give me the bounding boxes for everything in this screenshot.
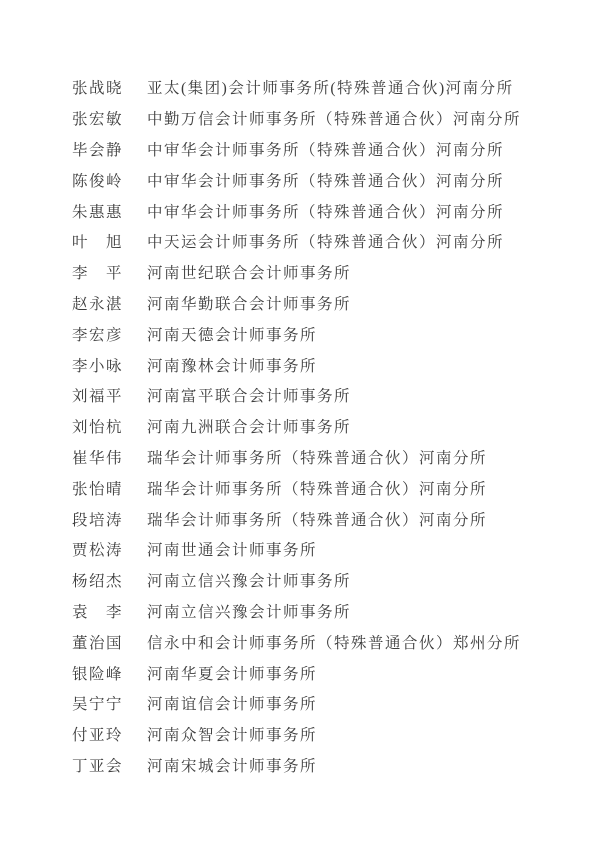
firm-name: 瑞华会计师事务所（特殊普通合伙）河南分所 bbox=[147, 480, 488, 498]
table-row bbox=[72, 134, 584, 165]
firm-name: 信永中和会计师事务所（特殊普通合伙）郑州分所 bbox=[147, 634, 522, 652]
person-name: 丁亚会 bbox=[72, 757, 124, 775]
person-name: 银险峰 bbox=[72, 665, 124, 683]
firm-name: 中审华会计师事务所（特殊普通合伙）河南分所 bbox=[147, 172, 505, 190]
person-name: 崔华伟 bbox=[72, 449, 124, 467]
person-name: 张战晓 bbox=[72, 80, 124, 98]
table-row bbox=[72, 534, 584, 565]
table-row bbox=[72, 349, 584, 380]
table-row bbox=[72, 164, 584, 195]
person-name: 毕会静 bbox=[72, 141, 124, 159]
table-row bbox=[72, 719, 584, 750]
person-name: 付亚玲 bbox=[72, 727, 124, 745]
table-row bbox=[72, 288, 584, 319]
firm-name: 河南世通会计师事务所 bbox=[147, 542, 318, 560]
table-row bbox=[72, 442, 584, 473]
member-firm-list bbox=[72, 72, 584, 780]
table-row bbox=[72, 226, 584, 257]
table-row bbox=[72, 318, 584, 349]
firm-name: 中勤万信会计师事务所（特殊普通合伙）河南分所 bbox=[147, 111, 522, 129]
person-name: 董治国 bbox=[72, 634, 124, 652]
person-name: 刘福平 bbox=[72, 388, 124, 406]
table-row bbox=[72, 596, 584, 627]
table-row bbox=[72, 72, 584, 103]
firm-name: 中审华会计师事务所（特殊普通合伙）河南分所 bbox=[147, 203, 505, 221]
person-name: 赵永湛 bbox=[72, 295, 124, 313]
firm-name: 河南富平联合会计师事务所 bbox=[147, 388, 352, 406]
table-row bbox=[72, 503, 584, 534]
table-row bbox=[72, 657, 584, 688]
person-name: 陈俊岭 bbox=[72, 172, 124, 190]
person-name: 李 平 bbox=[72, 265, 124, 283]
firm-name: 亚太(集团)会计师事务所(特殊普通合伙)河南分所 bbox=[147, 80, 514, 98]
firm-name: 瑞华会计师事务所（特殊普通合伙）河南分所 bbox=[147, 511, 488, 529]
table-row bbox=[72, 257, 584, 288]
table-row bbox=[72, 688, 584, 719]
firm-name: 河南谊信会计师事务所 bbox=[147, 696, 318, 714]
person-name: 张怡晴 bbox=[72, 480, 124, 498]
firm-name: 河南豫林会计师事务所 bbox=[147, 357, 318, 375]
table-row bbox=[72, 411, 584, 442]
firm-name: 河南立信兴豫会计师事务所 bbox=[147, 603, 352, 621]
table-row bbox=[72, 750, 584, 781]
firm-name: 河南立信兴豫会计师事务所 bbox=[147, 573, 352, 591]
person-name: 李宏彦 bbox=[72, 326, 124, 344]
person-name: 张宏敏 bbox=[72, 111, 124, 129]
person-name: 段培涛 bbox=[72, 511, 124, 529]
table-row bbox=[72, 626, 584, 657]
firm-name: 河南世纪联合会计师事务所 bbox=[147, 265, 352, 283]
person-name: 李小咏 bbox=[72, 357, 124, 375]
table-row bbox=[72, 380, 584, 411]
firm-name: 河南宋城会计师事务所 bbox=[147, 757, 318, 775]
firm-name: 河南众智会计师事务所 bbox=[147, 727, 318, 745]
person-name: 叶 旭 bbox=[72, 234, 124, 252]
table-row bbox=[72, 103, 584, 134]
person-name: 贾松涛 bbox=[72, 542, 124, 560]
firm-name: 河南华夏会计师事务所 bbox=[147, 665, 318, 683]
firm-name: 中天运会计师事务所（特殊普通合伙）河南分所 bbox=[147, 234, 505, 252]
firm-name: 河南天德会计师事务所 bbox=[147, 326, 318, 344]
person-name: 袁 李 bbox=[72, 603, 124, 621]
firm-name: 中审华会计师事务所（特殊普通合伙）河南分所 bbox=[147, 141, 505, 159]
person-name: 杨绍杰 bbox=[72, 573, 124, 591]
person-name: 刘怡杭 bbox=[72, 419, 124, 437]
firm-name: 瑞华会计师事务所（特殊普通合伙）河南分所 bbox=[147, 449, 488, 467]
table-row bbox=[72, 472, 584, 503]
table-row bbox=[72, 195, 584, 226]
firm-name: 河南华勤联合会计师事务所 bbox=[147, 295, 352, 313]
firm-name: 河南九洲联合会计师事务所 bbox=[147, 419, 352, 437]
person-name: 朱惠惠 bbox=[72, 203, 124, 221]
person-name: 吴宁宁 bbox=[72, 696, 124, 714]
table-row bbox=[72, 565, 584, 596]
